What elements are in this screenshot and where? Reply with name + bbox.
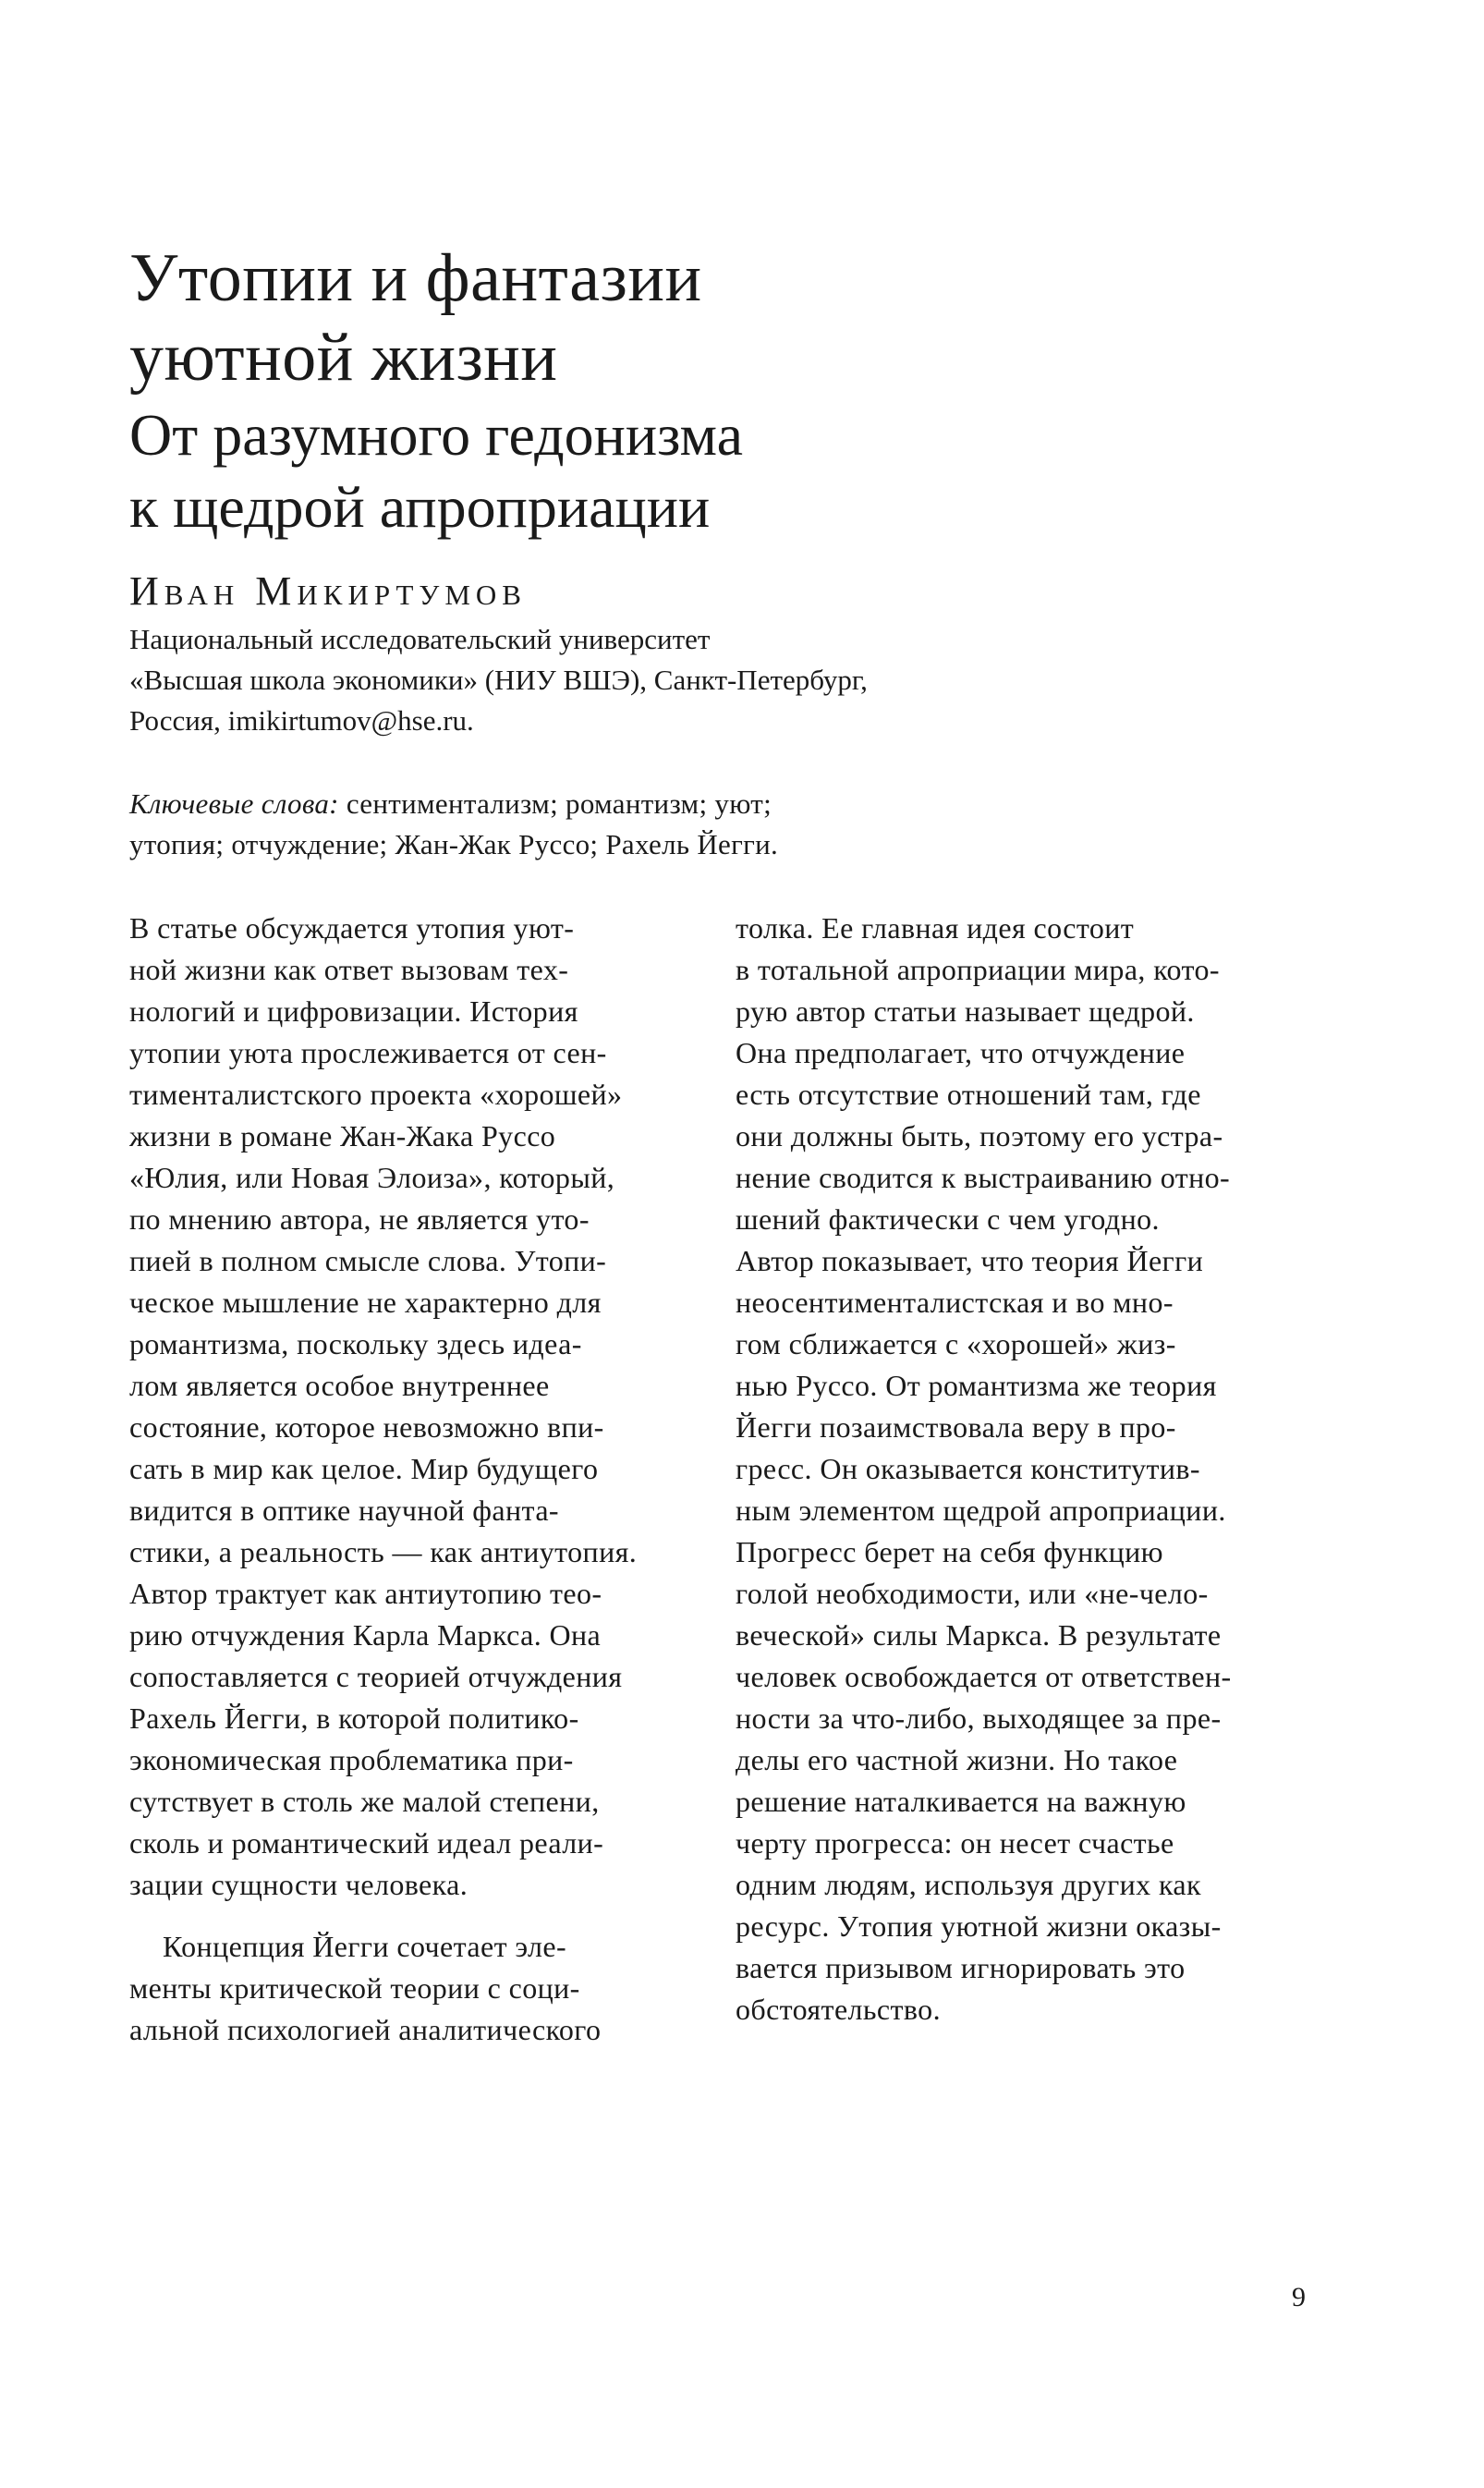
keywords-block [129,784,1053,865]
abstract-line: решение наталкивается на важную [736,1785,1186,1818]
abstract-line: ческое мышление не характерно для [129,1286,602,1319]
abstract-line: одним людям, используя других как [736,1868,1201,1901]
abstract-line: гом сближается с «хорошей» жиз- [736,1327,1176,1360]
abstract-line: ным элементом щедрой апроприации. [736,1494,1226,1527]
abstract-line: видится в оптике научной фанта- [129,1494,559,1527]
abstract-line: голой необходимости, или «не-чело- [736,1577,1209,1610]
abstract-line: рию отчуждения Карла Маркса. Она [129,1618,602,1652]
title-line: Утопии и фантазии [129,240,702,316]
abstract-line: обстоятельство. [736,1993,941,2026]
title-line: уютной жизни [129,320,558,396]
abstract-line: по мнению автора, не является уто- [129,1202,590,1236]
abstract-line: тименталистского проекта «хорошей» [129,1078,623,1111]
abstract-line: нью Руссо. От романтизма же теория [736,1369,1217,1402]
abstract-line: стики, а реальность — как антиутопия. [129,1535,638,1568]
author-affiliation [129,619,1053,741]
abstract-line: состояние, которое невозможно впи- [129,1410,604,1444]
abstract-line: человек освобождается от ответствен- [736,1660,1232,1693]
abstract-line: Йегги позаимствовала веру в про- [736,1410,1176,1444]
affiliation-line: Россия, imikirtumov@hse.ru. [129,704,474,737]
abstract-line: зации сущности человека. [129,1868,468,1901]
abstract-line: они должны быть, поэтому его устра- [736,1119,1223,1153]
abstract-line: Автор трактует как антиутопию тео- [129,1577,602,1610]
abstract-line: ресурс. Утопия уютной жизни оказы- [736,1909,1222,1943]
abstract-line: неосентименталистская и во мно- [736,1286,1174,1319]
abstract-line: в тотальной апроприации мира, кото- [736,953,1220,986]
abstract-line: сопоставляется с теорией отчуждения [129,1660,623,1693]
abstract-line: пией в полном смысле слова. Утопи- [129,1244,607,1277]
abstract-line: «Юлия, или Новая Элоиза», который, [129,1161,615,1194]
keywords-label: Ключевые слова: [129,787,339,820]
abstract-column-left [129,908,695,2051]
abstract-line: нологий и цифровизации. История [129,994,578,1028]
abstract-line: рую автор статьи называет щедрой. [736,994,1195,1028]
author-name: Иван Микиртумов [129,568,527,614]
abstract-line: утопии уюта прослеживается от сен- [129,1036,607,1069]
keywords-line-2: утопия; отчуждение; Жан-Жак Руссо; Рахель Йегги. [129,828,779,860]
abstract-line: сутствует в столь же малой степени, [129,1785,600,1818]
abstract-line: гресс. Он оказывается конститутив- [736,1452,1200,1485]
abstract-line: экономическая проблематика при- [129,1743,574,1776]
abstract-column-right [736,908,1301,2031]
abstract-line: делы его частной жизни. Но такое [736,1743,1178,1776]
abstract-line: шений фактически с чем угодно. [736,1202,1160,1236]
abstract-line: В статье обсуждается утопия уют- [129,911,575,945]
subtitle-line: От разумного гедонизма [129,402,743,468]
abstract-line: есть отсутствие отношений там, где [736,1078,1201,1111]
abstract-line: альной психологией аналитического [129,2013,602,2046]
article-title [129,238,1238,397]
abstract-line: менты критической теории с соци- [129,1971,580,2005]
abstract-line: романтизма, поскольку здесь идеа- [129,1327,582,1360]
abstract-line: жизни в романе Жан-Жака Руссо [129,1119,556,1153]
abstract-line: ности за что-либо, выходящее за пре- [736,1701,1222,1735]
abstract-line: вается призывом игнорировать это [736,1951,1186,1984]
abstract-line: Рахель Йегги, в которой политико- [129,1701,579,1735]
page-number: 9 [1292,2282,1306,2312]
subtitle-line: к щедрой апроприации [129,474,711,540]
abstract-line: ной жизни как ответ вызовам тех- [129,953,569,986]
abstract-line: сать в мир как целое. Мир будущего [129,1452,599,1485]
affiliation-line: Национальный исследовательский университет [129,623,711,655]
paragraph-gap [129,1906,695,1926]
keywords-line-1 [129,784,1053,824]
abstract-line: толка. Ее главная идея состоит [736,911,1135,945]
affiliation-line: «Высшая школа экономики» (НИУ ВШЭ), Санкт-Петербург, [129,664,868,696]
article-subtitle [129,399,1238,543]
abstract-line: Концепция Йегги сочетает эле- [163,1930,567,1963]
abstract-line: Она предполагает, что отчуждение [736,1036,1186,1069]
abstract-line: нение сводится к выстраиванию отно- [736,1161,1231,1194]
keywords-text: сентиментализм; романтизм; уют; [338,787,772,820]
abstract-line: веческой» силы Маркса. В результате [736,1618,1222,1652]
abstract-line: лом является особое внутреннее [129,1369,550,1402]
abstract-line: черту прогресса: он несет счастье [736,1826,1174,1860]
abstract-line: Автор показывает, что теория Йегги [736,1244,1204,1277]
abstract-line: Прогресс берет на себя функцию [736,1535,1163,1568]
abstract-line: сколь и романтический идеал реали- [129,1826,604,1860]
